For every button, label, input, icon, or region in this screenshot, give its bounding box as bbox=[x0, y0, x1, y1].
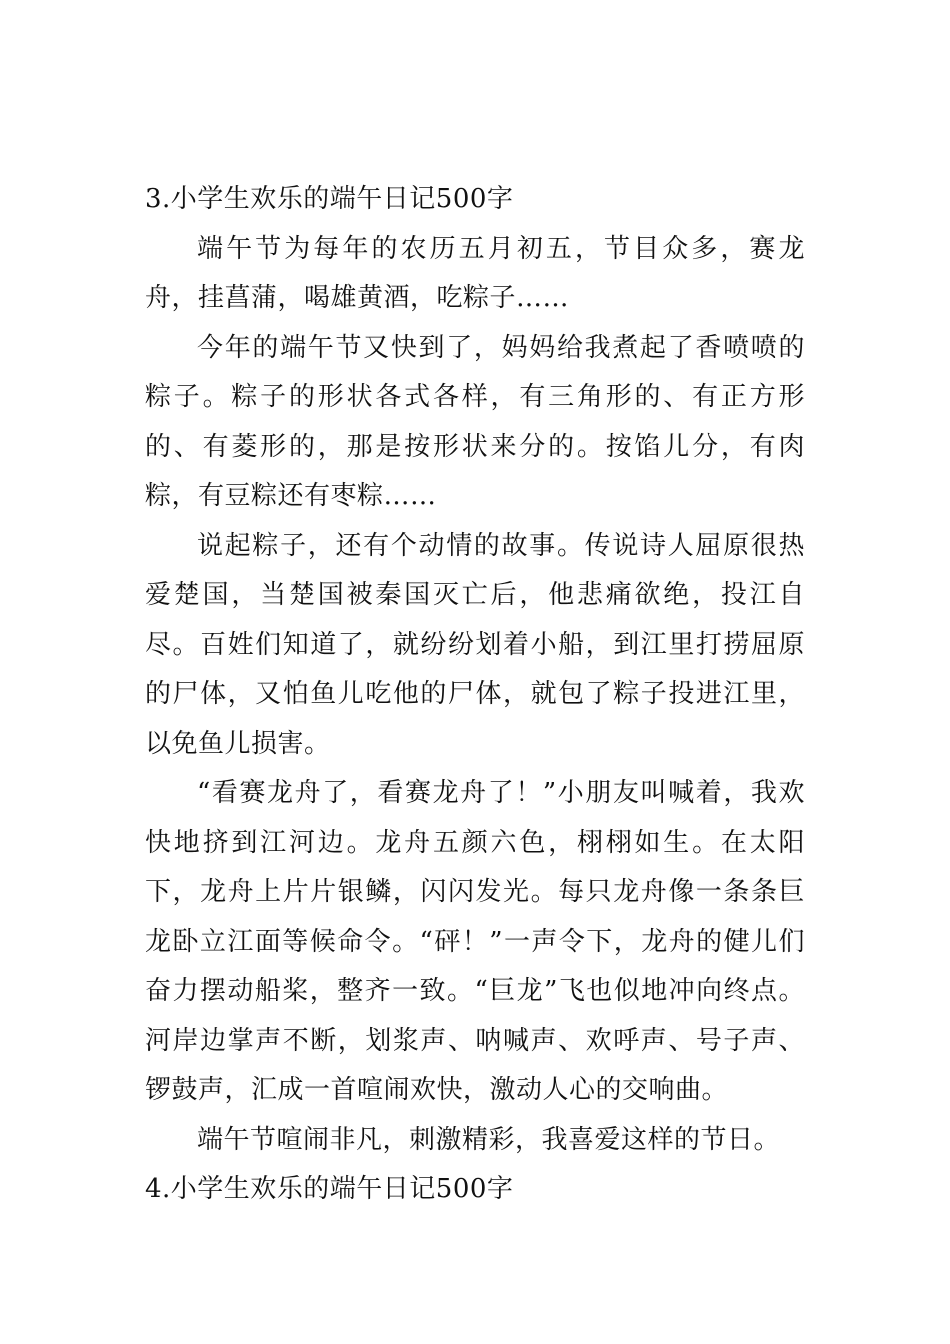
paragraph-intro: 端午节为每年的农历五月初五，节目众多，赛龙舟，挂菖蒲，喝雄黄酒，吃粽子…… bbox=[145, 233, 805, 313]
document-body bbox=[145, 175, 805, 1215]
section-heading-4: 4.小学生欢乐的端午日记500字 bbox=[145, 1174, 514, 1204]
paragraph-dragon-boat-race: “看赛龙舟了，看赛龙舟了！”小朋友叫喊着，我欢快地挤到江河边。龙舟五颜六色，栩栩如生。在太阳下，龙舟上片片银鳞，闪闪发光。每只龙舟像一条条巨龙卧立江面等候命令。“砰！”一声令下，龙舟的健儿们奋力摆动船桨，整齐一致。“巨龙”飞也似地冲向终点。河岸边掌声不断，划浆声、呐喊声、欢呼声、号子声、锣鼓声，汇成一首喧闹欢快，激动人心的交响曲。 bbox=[145, 778, 805, 1105]
paragraph-zongzi-shapes: 今年的端午节又快到了，妈妈给我煮起了香喷喷的粽子。粽子的形状各式各样，有三角形的、有正方形的、有菱形的，那是按形状来分的。按馅儿分，有肉粽，有豆粽还有枣粽…… bbox=[145, 332, 805, 511]
section-heading-3: 3.小学生欢乐的端午日记500字 bbox=[145, 184, 514, 214]
paragraph-quyuan-story: 说起粽子，还有个动情的故事。传说诗人屈原很热爱楚国，当楚国被秦国灭亡后，他悲痛欲绝，投江自尽。百姓们知道了，就纷纷划着小船，到江里打捞屈原的尸体，又怕鱼儿吃他的尸体，就包了粽子投进江里，以免鱼儿损害。 bbox=[145, 530, 805, 759]
paragraph-conclusion: 端午节喧闹非凡，刺激精彩，我喜爱这样的节日。 bbox=[197, 1124, 781, 1155]
